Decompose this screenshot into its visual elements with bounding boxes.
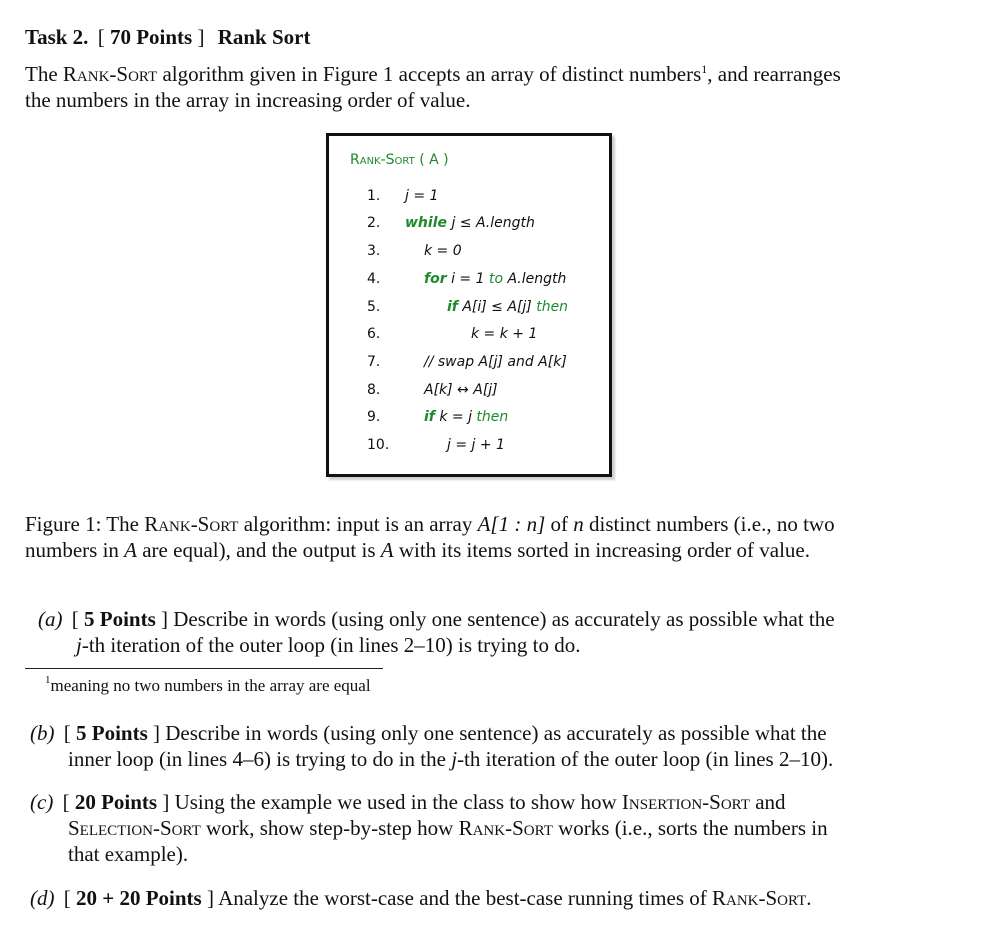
question-d-points: 20 + 20 Points xyxy=(76,886,202,910)
code-text: A[k] ↔ A[j] xyxy=(424,382,498,398)
line-number: 10. xyxy=(367,437,390,453)
line-number: 5. xyxy=(367,299,381,315)
question-c-line-3: that example). xyxy=(68,842,189,866)
footnote xyxy=(45,676,371,696)
line-code xyxy=(424,407,508,427)
algorithm-line xyxy=(329,241,609,261)
keyword: if xyxy=(424,409,435,425)
line-code xyxy=(447,435,505,455)
algorithm-line xyxy=(329,352,609,372)
keyword: if xyxy=(447,299,458,315)
intro-line-1: The Rank-Sort algorithm given in Figure 1 accepts an array of distinct numbers$^1$, and rearranges xyxy=(25,62,841,86)
line-code xyxy=(447,297,568,317)
algorithm-line xyxy=(329,324,609,344)
footnote-number: 1 xyxy=(45,674,51,686)
algorithm-line xyxy=(329,435,609,455)
line-number: 7. xyxy=(367,354,381,370)
line-code xyxy=(424,269,566,289)
question-b: (b) [ 5 Points ] Describe in words (using only one sentence) as accurately as possible what the xyxy=(30,721,827,745)
task-prefix: Task 2. xyxy=(25,25,89,49)
algorithm-line xyxy=(329,380,609,400)
question-b-line-2: inner loop (in lines 4–6) is trying to do in the j-th iteration of the outer loop (in lines 2–10). xyxy=(68,747,834,771)
algorithm-line xyxy=(329,186,609,206)
algorithm-line xyxy=(329,213,609,233)
keyword: then xyxy=(476,409,509,425)
code-text: A[i] ≤ A[j] xyxy=(457,299,537,315)
task-points: 70 Points xyxy=(109,25,193,49)
intro-line-2: the numbers in the array in increasing order of value. xyxy=(25,88,471,112)
line-number: 4. xyxy=(367,271,381,287)
line-number: 1. xyxy=(367,188,381,204)
question-b-points: 5 Points xyxy=(76,721,148,745)
algorithm-line xyxy=(329,407,609,427)
footnote-rule xyxy=(25,668,383,669)
algorithm-box xyxy=(326,133,612,477)
question-d: (d) [ 20 + 20 Points ] Analyze the worst-case and the best-case running times of Rank-Sort. xyxy=(30,886,812,910)
line-code xyxy=(471,324,537,344)
question-b-label: (b) xyxy=(30,721,55,745)
keyword: then xyxy=(536,299,569,315)
code-text: j ≤ A.length xyxy=(447,215,535,231)
keyword: to xyxy=(488,271,504,287)
footnote-text: meaning no two numbers in the array are equal xyxy=(50,676,371,695)
keyword: for xyxy=(424,271,447,287)
code-text: k = 0 xyxy=(424,243,462,259)
code-text: // swap A[j] and A[k] xyxy=(424,354,567,370)
task-title: Rank Sort xyxy=(217,25,311,49)
figure-caption-line-1: Figure 1: The Rank-Sort algorithm: input is an array A[1 : n] of n distinct numbers (i.e., no two xyxy=(25,512,835,536)
algorithm-header xyxy=(350,152,449,168)
line-code xyxy=(424,352,567,372)
line-code xyxy=(424,241,462,261)
code-text: k = k + 1 xyxy=(471,326,538,342)
code-text: A.length xyxy=(503,271,567,287)
algorithm-args: ( A ) xyxy=(414,152,449,168)
question-c: (c) [ 20 Points ] Using the example we used in the class to show how Insertion-Sort and xyxy=(30,790,786,814)
line-number: 2. xyxy=(367,215,381,231)
line-number: 6. xyxy=(367,326,381,342)
question-c-label: (c) xyxy=(30,790,54,814)
algorithm-name: Rank-Sort xyxy=(350,152,415,168)
question-a-line-2: j-th iteration of the outer loop (in lines 2–10) is trying to do. xyxy=(76,633,581,657)
figure-caption-line-2: numbers in A are equal), and the output is A with its items sorted in increasing order of value. xyxy=(25,538,810,562)
line-code xyxy=(405,213,535,233)
line-number: 8. xyxy=(367,382,381,398)
algorithm-line xyxy=(329,269,609,289)
code-text: k = j xyxy=(434,409,477,425)
line-number: 9. xyxy=(367,409,381,425)
task-heading xyxy=(25,24,310,50)
question-a-points: 5 Points xyxy=(84,607,156,631)
question-a: (a) [ 5 Points ] Describe in words (using only one sentence) as accurately as possible what the xyxy=(38,607,835,631)
line-code xyxy=(405,186,438,206)
algo-name: Rank-Sort xyxy=(62,62,158,86)
bracket-open: [ xyxy=(97,25,105,49)
footnote-mark: 1 xyxy=(701,62,708,76)
bracket-close: ] xyxy=(197,25,205,49)
line-number: 3. xyxy=(367,243,381,259)
question-c-points: 20 Points xyxy=(74,790,158,814)
question-d-label: (d) xyxy=(30,886,55,910)
question-a-label: (a) xyxy=(38,607,63,631)
code-text: j = j + 1 xyxy=(447,437,505,453)
code-text: j = 1 xyxy=(405,188,439,204)
keyword: while xyxy=(405,215,447,231)
line-code xyxy=(424,380,498,400)
algorithm-line xyxy=(329,297,609,317)
question-c-line-2: Selection-Sort work, show step-by-step how Rank-Sort works (i.e., sorts the numbers in xyxy=(68,816,828,840)
code-text: i = 1 xyxy=(446,271,489,287)
